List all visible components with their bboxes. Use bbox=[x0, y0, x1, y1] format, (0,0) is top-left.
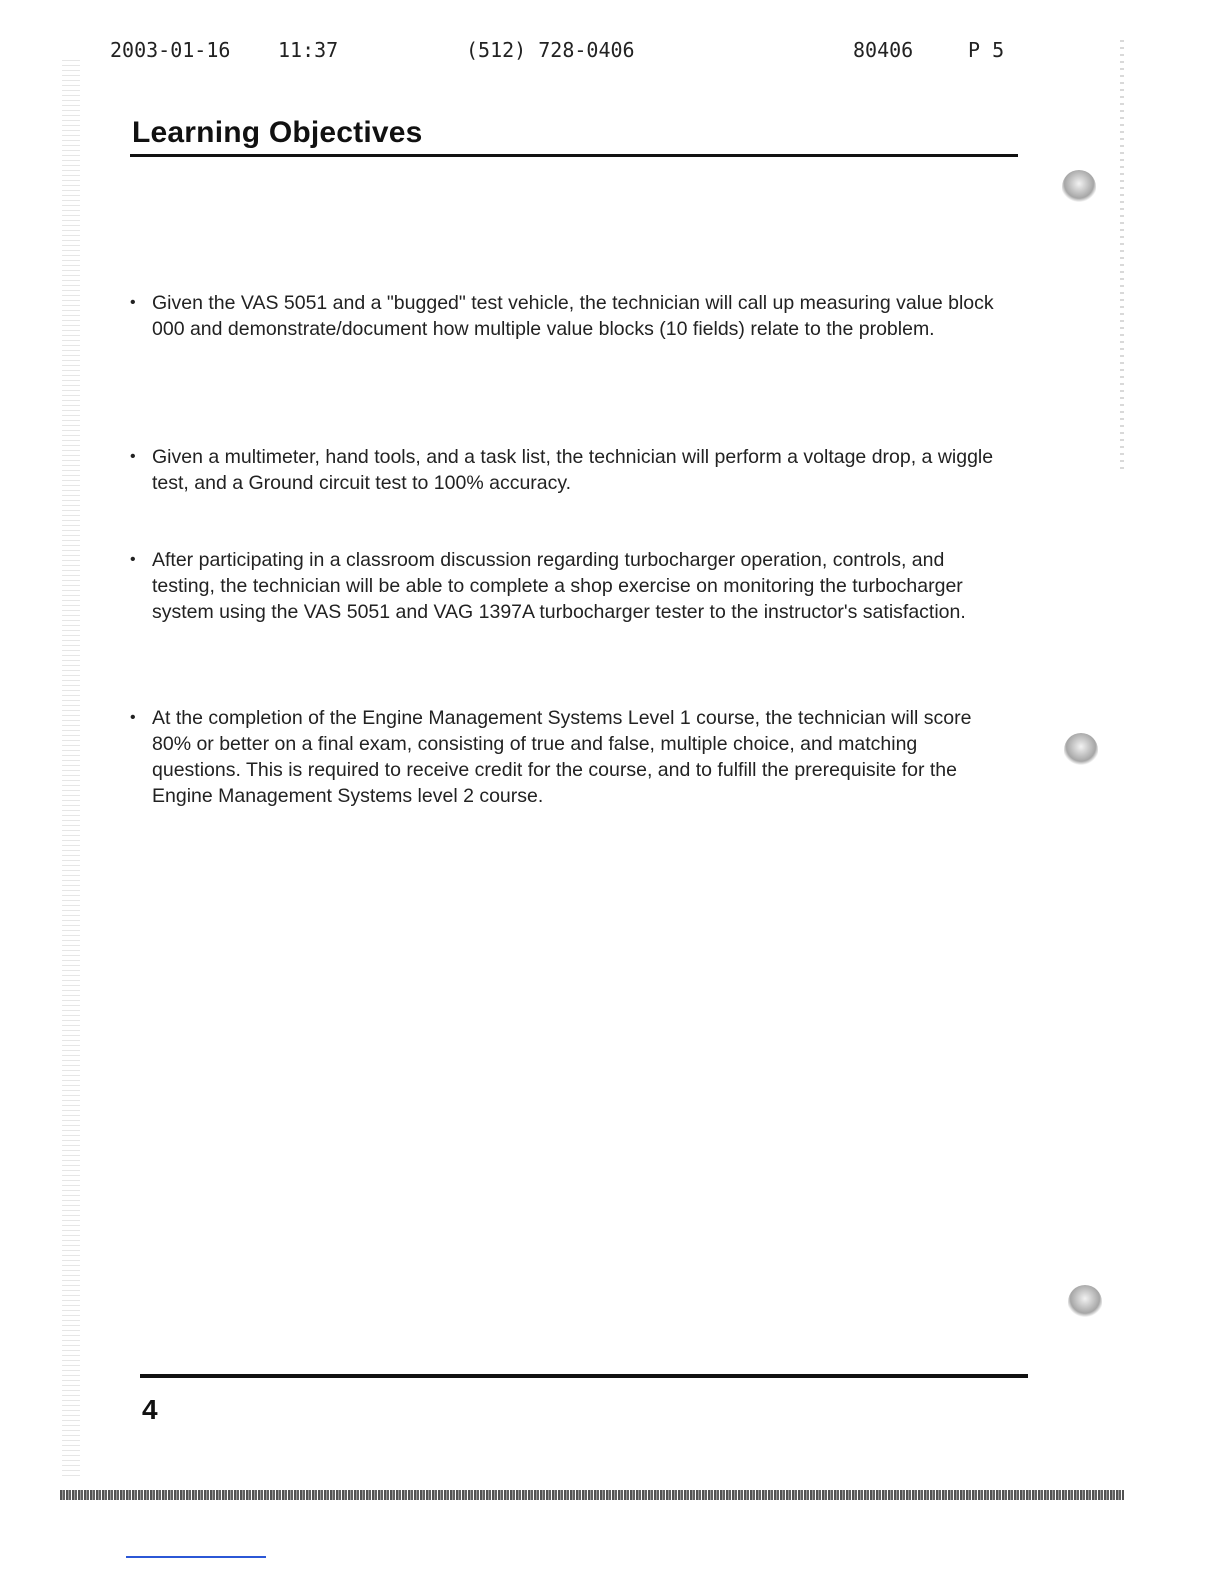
bullet-icon: • bbox=[130, 294, 136, 311]
objective-item bbox=[130, 290, 1010, 342]
fax-phone-number: (512) 728-0406 bbox=[466, 38, 635, 62]
binder-hole-icon bbox=[1062, 170, 1096, 204]
fax-time: 11:37 bbox=[278, 38, 339, 62]
objective-item bbox=[130, 705, 1010, 809]
bullet-icon: • bbox=[130, 709, 136, 726]
fax-date: 2003-01-16 bbox=[110, 38, 231, 62]
objective-text: After participating in a classroom discussion regarding turbocharger operation, controls, and testing, the technician will be able to complete a shop exercise on monitoring the turbocharger system using the VAS 5051 and VAG 1397A turbocharger tester to the instructor's satisfaction. bbox=[152, 549, 966, 623]
objective-text: Given the VAS 5051 and a "bugged" test vehicle, the technician will call up measuring value block 000 and demonstrate/document how multiple value blocks (10 fields) relate to the problem. bbox=[152, 292, 994, 340]
footer-rule bbox=[140, 1374, 1028, 1378]
binder-hole-icon bbox=[1068, 1285, 1102, 1319]
page-number: 4 bbox=[142, 1394, 158, 1425]
binder-hole-icon bbox=[1064, 733, 1098, 767]
objective-item bbox=[130, 547, 1010, 625]
objective-text: Given a multimeter, hand tools, and a task list, the technician will perform a voltage drop, a wiggle test, and a Ground circuit test to 100% accuracy. bbox=[152, 446, 994, 494]
objective-item bbox=[130, 444, 1010, 496]
fax-header bbox=[0, 38, 1224, 64]
bullet-icon: • bbox=[130, 448, 136, 465]
link-underline-artifact bbox=[126, 1556, 266, 1558]
fax-code: 80406 bbox=[853, 38, 914, 62]
title-underline-rule bbox=[130, 154, 1018, 157]
page-title: Learning Objectives bbox=[132, 116, 423, 149]
scan-left-edge-artifact bbox=[62, 60, 80, 1480]
scan-right-edge-artifact bbox=[1120, 40, 1124, 470]
bullet-icon: • bbox=[130, 551, 136, 568]
fax-page-indicator: P 5 bbox=[968, 38, 1005, 62]
scan-bottom-band-artifact bbox=[60, 1490, 1124, 1500]
objective-text: At the completion of the Engine Management Systems Level 1 course, the technician will score 80% or better on a final exam, consisting of true and false, multiple choice, and matching questions. This is required to receive credit for the course, and to fulfill the prerequisite for the Engine Management Systems level 2 course. bbox=[152, 707, 972, 807]
